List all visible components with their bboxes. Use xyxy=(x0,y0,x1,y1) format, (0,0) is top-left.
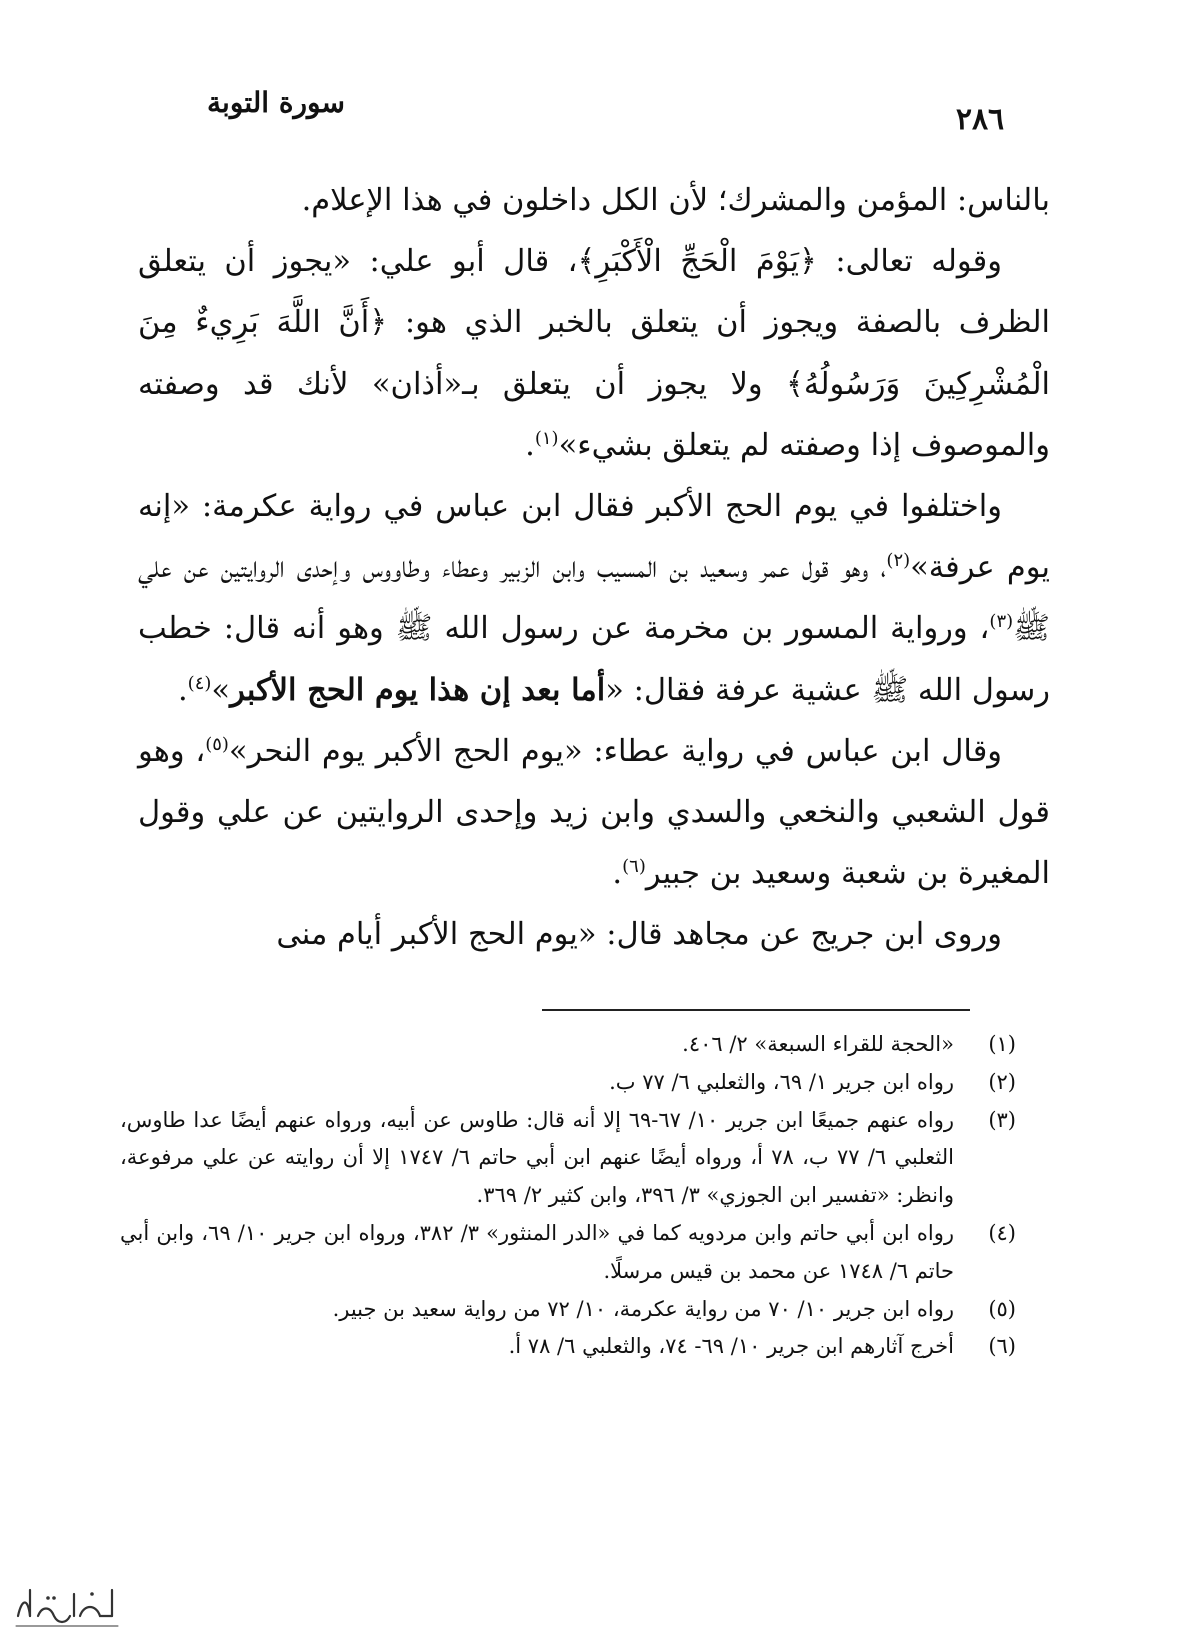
almoshahma-logo-icon xyxy=(8,1576,128,1636)
footnote-number: (٤) xyxy=(988,1220,1016,1245)
footnote-1 xyxy=(120,1026,1016,1064)
footnote-text: «الحجة للقراء السبعة» ٢/ ٤٠٦. xyxy=(682,1032,954,1056)
footnote-number: (٣) xyxy=(988,1107,1016,1132)
footnote-text: أخرج آثارهم ابن جرير ١٠/ ٦٩- ٧٤، والثعلبي ٦/ ٧٨ أ. xyxy=(508,1334,954,1359)
paragraph-3-text-b: ، وهو قول عمر وسعيد بن المسيب وابن الزبير وعطاء وطاووس وإحدى الروايتين عن علي ﷺ xyxy=(138,550,1050,647)
footnote-number: (٥) xyxy=(988,1296,1016,1321)
paragraph-4-text-b: ، وهو قول الشعبي والنخعي والسدي وابن زيد وإحدى الروايتين عن علي وقول المغيرة بن شعبة وسعيد بن جبير xyxy=(138,733,1050,892)
paragraph-3: واختلفوا في يوم الحج الأكبر فقال ابن عباس في رواية عكرمة: «إنه يوم عرفة»$^{(٢)}$، وهو قول عمر وسعيد بن المسيب وابن الزبير وعطاء وطاووس وإحدى الروايتين عن علي ﷺ$^{(٣)}$، ورواية المسور بن مخرمة عن رسول الله ﷺ وهو أنه قال: خطب رسول الله ﷺ عشية عرفة فقال: «أما بعد إن هذا يوم الحج الأكبر»$^{(٤)}$. xyxy=(138,489,1050,708)
footnote-text: رواه عنهم جميعًا ابن جرير ١٠/ ٦٧-٦٩ إلا أنه قال: طاوس عن أبيه، ورواه عنهم أيضًا عدا طاوس، الثعلبي ٦/ ٧٧ ب، ٧٨ أ، ورواه أيضًا عنهم ابن أبي حاتم ٦/ ١٧٤٧ إلا أن روايته عن علي مرفوعة، وانظر: «تفسير ابن الجوزي» ٣/ ٣٩٦، وابن كثير ٢/ ٣٦٩. xyxy=(120,1107,955,1208)
paragraph-3-text-d: » xyxy=(211,672,231,708)
footnote-separator xyxy=(542,1009,970,1011)
paragraph-3-text-a: واختلفوا في يوم الحج الأكبر فقال ابن عباس في رواية عكرمة: «إنه يوم عرفة» xyxy=(138,489,1050,586)
footnote-5 xyxy=(120,1291,1016,1329)
hadith-quote: أما بعد إن هذا يوم الحج الأكبر xyxy=(230,671,606,708)
paragraph-1 xyxy=(138,170,1050,231)
footnote-ref-4: (٤) xyxy=(187,672,212,694)
footnote-3 xyxy=(120,1102,1016,1215)
main-text xyxy=(138,170,1050,966)
page-number: ٢٨٦ xyxy=(955,102,1005,137)
paragraph-2-text: وقوله تعالى: ﴿يَوْمَ الْحَجِّ الْأَكْبَرِ﴾، قال أبو علي: «يجوز أن يتعلق الظرف بالصفة ويجوز أن يتعلق بالخبر الذي هو: ﴿أَنَّ اللَّهَ بَرِيءٌ مِنَ الْمُشْرِكِينَ وَرَسُولُهُ﴾ ولا يجوز أن يتعلق بـ«أذان» لأنك قد وصفته والموصوف إذا وصفته لم يتعلق بشيء» xyxy=(138,244,1050,463)
footnote-ref-1: (١) xyxy=(534,427,559,449)
footnote-ref-6: (٦) xyxy=(622,856,646,878)
paragraph-5 xyxy=(138,904,1050,965)
footnote-number: (٢) xyxy=(988,1069,1016,1094)
logo-calligraphy xyxy=(8,1576,128,1636)
footnote-text: رواه ابن جرير ١٠/ ٧٠ من رواية عكرمة، ١٠/ ٧٢ من رواية سعيد بن جبير. xyxy=(332,1296,954,1321)
paragraph-5-text: وروى ابن جريج عن مجاهد قال: «يوم الحج الأكبر أيام منى xyxy=(276,917,1002,953)
paragraph-4-text-a: وقال ابن عباس في رواية عطاء: «يوم الحج الأكبر يوم النحر» xyxy=(228,733,1002,769)
footnote-4 xyxy=(120,1215,1016,1291)
paragraph-1-text: بالناس: المؤمن والمشرك؛ لأن الكل داخلون في هذا الإعلام. xyxy=(301,183,1050,218)
footnote-text: رواه ابن أبي حاتم وابن مردويه كما في «الدر المنثور» ٣/ ٣٨٢، ورواه ابن جرير ١٠/ ٦٩، وابن أبي حاتم ٦/ ١٧٤٨ عن محمد بن قيس مرسلًا. xyxy=(120,1220,954,1283)
footnote-ref-5: (٥) xyxy=(205,733,229,755)
paragraph-2: وقوله تعالى: ﴿يَوْمَ الْحَجِّ الْأَكْبَرِ﴾، قال أبو علي: «يجوز أن يتعلق الظرف بالصفة ويجوز أن يتعلق بالخبر الذي هو: ﴿أَنَّ اللَّهَ بَرِيءٌ مِنَ الْمُشْرِكِينَ وَرَسُولُهُ﴾ ولا يجوز أن يتعلق بـ«أذان» لأنك قد وصفته والموصوف إذا وصفته لم يتعلق بشيء»$^{(١)}$. xyxy=(138,244,1050,463)
paragraph-3-text-c: ، ورواية المسور بن مخرمة عن رسول الله ﷺ وهو أنه قال: خطب رسول الله ﷺ عشية عرفة فقال: « xyxy=(138,611,1050,708)
footnote-number: (١) xyxy=(988,1032,1016,1056)
footnote-number: (٦) xyxy=(988,1334,1016,1359)
footnote-ref-2: (٢) xyxy=(886,550,911,572)
footnote-2 xyxy=(120,1064,1016,1102)
surah-title: سورة التوبة xyxy=(207,86,345,119)
paragraph-4: وقال ابن عباس في رواية عطاء: «يوم الحج الأكبر يوم النحر»$^{(٥)}$، وهو قول الشعبي والنخعي والسدي وابن زيد وإحدى الروايتين عن علي وقول المغيرة بن شعبة وسعيد بن جبير$^{(٦)}$. xyxy=(138,733,1050,892)
footnotes xyxy=(120,1026,1016,1366)
footnote-6 xyxy=(120,1328,1016,1366)
footnote-text: رواه ابن جرير ١/ ٦٩، والثعلبي ٦/ ٧٧ ب. xyxy=(609,1069,954,1094)
footnote-ref-3: (٣) xyxy=(989,611,1014,633)
